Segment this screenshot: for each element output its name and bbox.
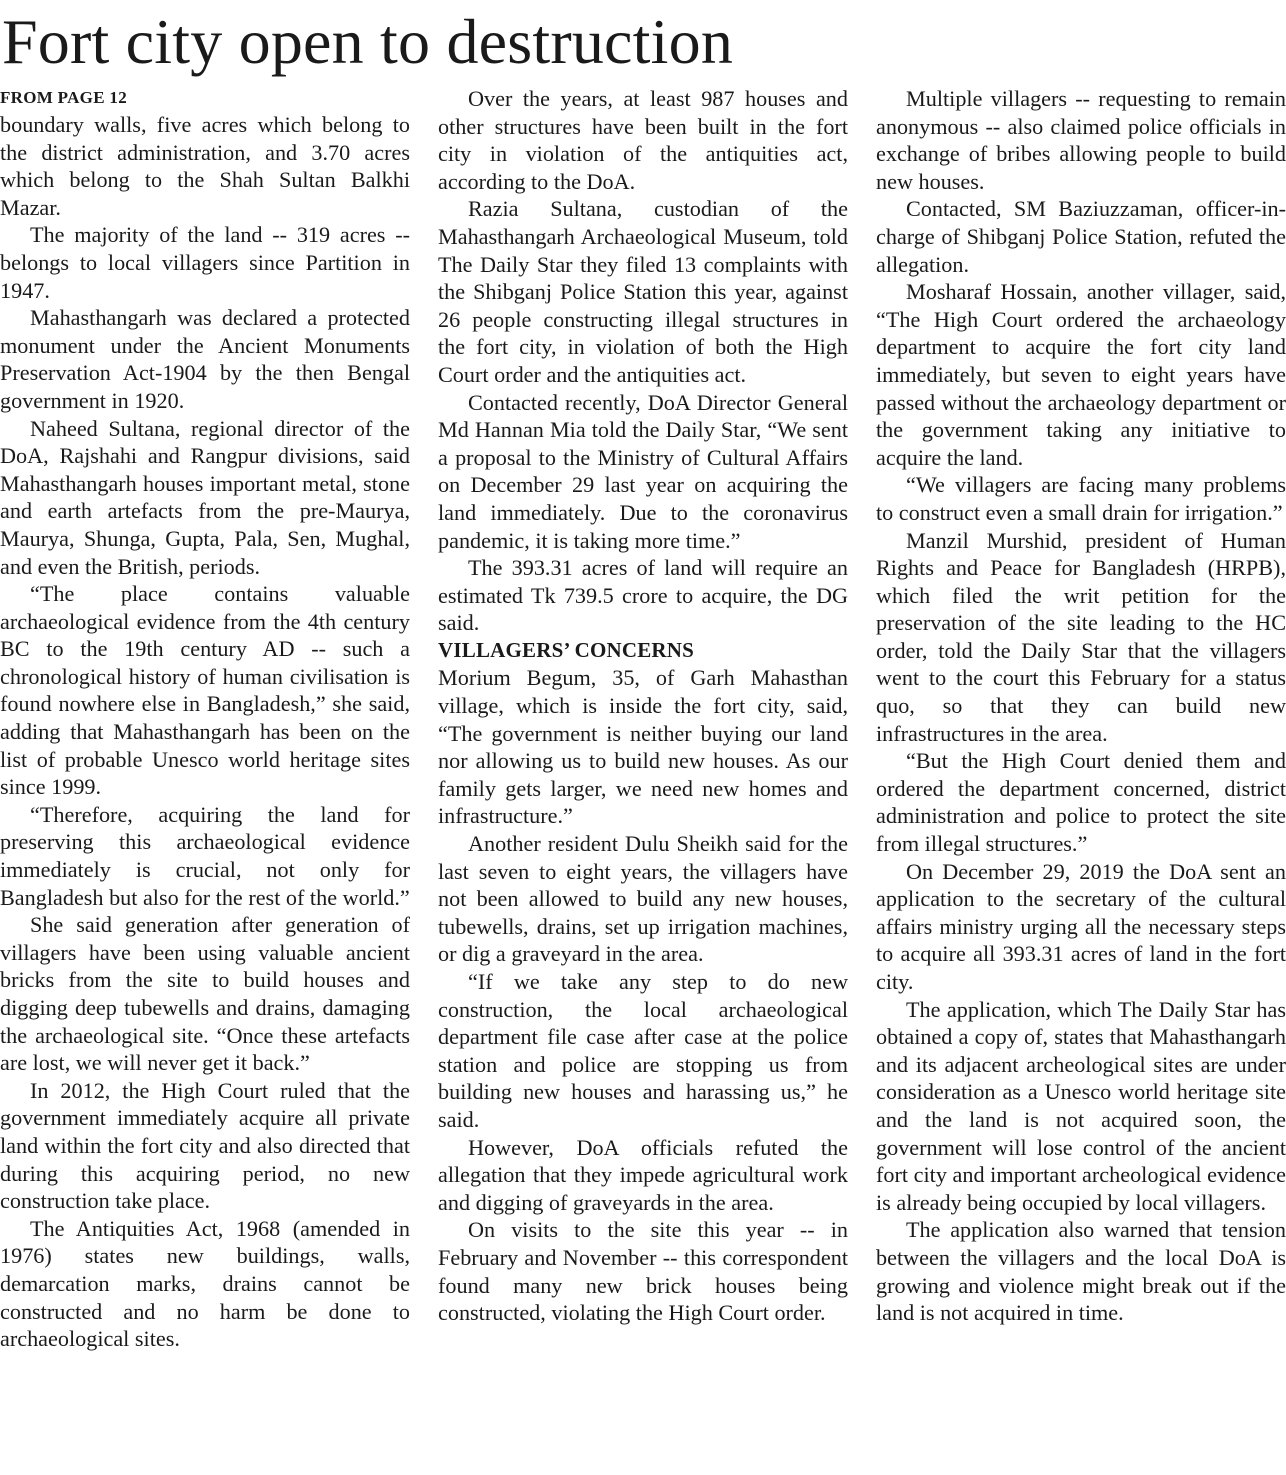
paragraph: Naheed Sultana, regional director of the DoA, Rajshahi and Rangpur divisions, said Mahasthangarh houses important metal, stone and earth artefacts from the pre-Maurya, Maurya, Shunga, Gupta, Pala, Sen, Mughal, and even the British, periods. xyxy=(0,415,410,579)
paragraph: Contacted, SM Baziuzzaman, officer-in-charge of Shibganj Police Station, refuted the allegation. xyxy=(876,196,1286,277)
paragraph: In 2012, the High Court ruled that the government immediately acquire all private land within the fort city and also directed that during this acquiring period, no new construction take place. xyxy=(0,1077,410,1214)
paragraph: Morium Begum, 35, of Garh Mahasthan village, which is inside the fort city, said, “The government is neither buying our land nor allowing us to build new houses. As our family gets larger, we need new homes and infrastructure.” xyxy=(438,665,848,829)
paragraph: Another resident Dulu Sheikh said for the last seven to eight years, the villagers have not been allowed to build any new houses, tubewells, drains, set up irrigation machines, or dig a graveyard in the area. xyxy=(438,831,848,967)
paragraph: The application also warned that tension between the villagers and the local DoA is growing and violence might break out if the land is not acquired in time. xyxy=(876,1217,1286,1326)
paragraph: boundary walls, five acres which belong to the district administration, and 3.70 acres which belong to the Shah Sultan Balkhi Mazar. xyxy=(0,112,410,220)
paragraph: “If we take any step to do new construction, the local archaeological department file case after case at the police station and police are stopping us from building new houses and harassing us,” he said. xyxy=(438,969,848,1132)
paragraph: “But the High Court denied them and ordered the department concerned, district administration and police to protect the site from illegal structures.” xyxy=(876,748,1286,857)
paragraph: The majority of the land -- 319 acres -- belongs to local villagers since Partition in 1947. xyxy=(0,222,410,303)
continued-from-label: FROM PAGE 12 xyxy=(0,88,127,107)
headline: Fort city open to destruction xyxy=(2,6,734,77)
paragraph: She said generation after generation of villagers have been using valuable ancient bricks from the site to build houses and digging deep tubewells and drains, damaging the archaeological site. “Once these artefacts are lost, we will never get it back.” xyxy=(0,912,410,1076)
paragraph: Mahasthangarh was declared a protected monument under the Ancient Monuments Preservation Act-1904 by the then Bengal government in 1920. xyxy=(0,305,410,413)
paragraph: Mosharaf Hossain, another villager, said, “The High Court ordered the archaeology department to acquire the fort city land immediately, but seven to eight years have passed without the archaeology department or the government taking any initiative to acquire the land. xyxy=(876,279,1286,470)
paragraph: Multiple villagers -- requesting to remain anonymous -- also claimed police officials in exchange of bribes allowing people to build new houses. xyxy=(876,86,1286,194)
paragraph: Contacted recently, DoA Director General Md Hannan Mia told the Daily Star, “We sent a proposal to the Ministry of Cultural Affairs on December 29 last year on acquiring the land immediately. Due to the coronavirus pandemic, it is taking more time.” xyxy=(438,389,848,553)
paragraph: Manzil Murshid, president of Human Rights and Peace for Bangladesh (HRPB), which filed the writ petition for the preservation of the site leading to the HC order, told the Daily Star that the villagers went to the court this February for a status quo, so that they can build new infrastructures in the area. xyxy=(876,527,1286,746)
paragraph: On December 29, 2019 the DoA sent an application to the secretary of the cultural affairs ministry urging all the necessary steps to acquire all 393.31 acres of land in the fort city. xyxy=(876,858,1286,994)
paragraph: “Therefore, acquiring the land for preserving this archaeological evidence immediately is crucial, not only for Bangladesh but also for the rest of the world.” xyxy=(0,801,410,910)
paragraph: Razia Sultana, custodian of the Mahasthangarh Archaeological Museum, told The Daily Star they filed 13 complaints with the Shibganj Police Station this year, against 26 people constructing illegal structures in the fort city, in violation of both the High Court order and the antiquities act. xyxy=(438,196,848,387)
paragraph: On visits to the site this year -- in February and November -- this correspondent found many new brick houses being constructed, violating the High Court order. xyxy=(438,1217,848,1326)
paragraph: “We villagers are facing many problems to construct even a small drain for irrigation.” xyxy=(876,472,1286,525)
paragraph: “The place contains valuable archaeological evidence from the 4th century BC to the 19th century AD -- such a chronological history of human civilisation is found nowhere else in Bangladesh,” she said, adding that Mahasthangarh has been on the list of probable Unesco world heritage sites since 1999. xyxy=(0,581,410,800)
section-subhead: VILLAGERS’ CONCERNS xyxy=(438,637,695,662)
article-column-1 xyxy=(0,85,410,1473)
paragraph: The 393.31 acres of land will require an estimated Tk 739.5 crore to acquire, the DG said. xyxy=(438,555,848,636)
article-column-2 xyxy=(438,85,848,1473)
paragraph: The application, which The Daily Star has obtained a copy of, states that Mahasthangarh and its adjacent archeological sites are under consideration as a Unesco world heritage site and the land is not acquired soon, the government will lose control of the ancient fort city and important archeological evidence is already being occupied by local villagers. xyxy=(876,996,1286,1215)
article-column-3 xyxy=(876,85,1286,1473)
paragraph: The Antiquities Act, 1968 (amended in 1976) states new buildings, walls, demarcation marks, drains cannot be constructed and no harm be done to archaeological sites. xyxy=(0,1215,410,1352)
paragraph: Over the years, at least 987 houses and other structures have been built in the fort city in violation of the antiquities act, according to the DoA. xyxy=(438,86,848,194)
paragraph: However, DoA officials refuted the allegation that they impede agricultural work and digging of graveyards in the area. xyxy=(438,1134,848,1215)
